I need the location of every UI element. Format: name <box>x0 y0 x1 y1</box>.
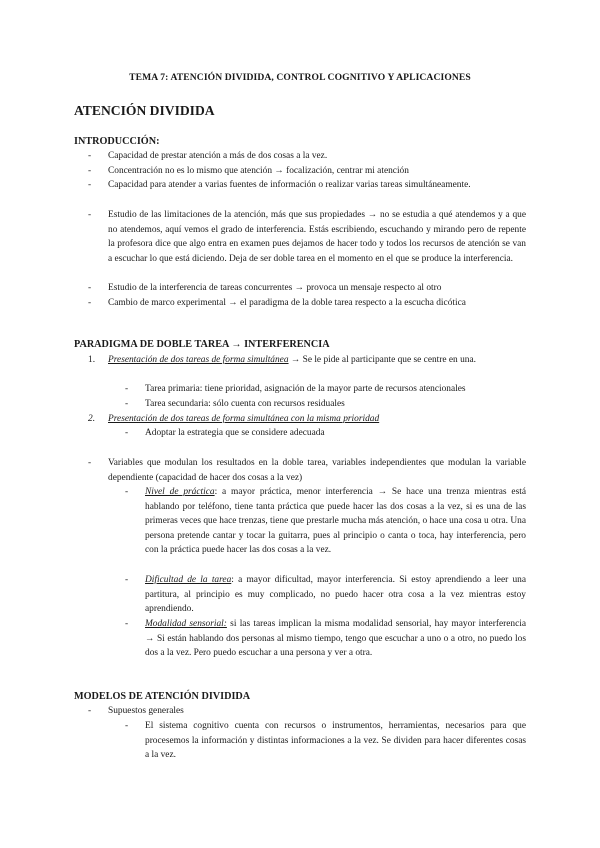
bullet-dash: - <box>88 706 92 716</box>
intro-heading: INTRODUCCIÓN: <box>74 136 160 147</box>
intro-item: - Estudio de la interferencia de tareas concurrentes → provoca un mensaje respecto al otro <box>108 281 526 296</box>
bullet-dash: - <box>125 399 129 409</box>
paradigm-item-1: 1. Presentación de dos tareas de forma simultánea → Se le pide al participante que se centre en una. <box>108 353 526 368</box>
intro-item: - Cambio de marco experimental → el paradigma de la doble tarea respecto a la escucha dicótica <box>108 296 526 311</box>
section-heading: ATENCIÓN DIVIDIDA <box>74 103 215 118</box>
variable-label: Nivel de práctica <box>145 487 215 497</box>
models-heading: MODELOS DE ATENCIÓN DIVIDIDA <box>74 691 251 702</box>
paradigm-sub-item: - Tarea secundaria: sólo cuenta con recursos residuales <box>145 397 526 412</box>
variable-label: Modalidad sensorial: <box>145 619 227 629</box>
variable-modality: - Modalidad sensorial: si las tareas implican la misma modalidad sensorial, hay mayor interferencia → Si están hablando dos personas al mismo tiempo, tengo que escuchar a uno o a otro, no puedo los dos a la vez. Pero puedo escuchar a una persona y ver a otra. <box>125 619 526 659</box>
bullet-dash: - <box>125 384 129 394</box>
intro-item: - Capacidad para atender a varias fuentes de información o realizar varias tareas simultáneamente. <box>108 178 526 193</box>
variable-difficulty: - Dificultad de la tarea: a mayor dificultad, mayor interferencia. Si estoy aprendiendo a leer una partitura, al principio es muy complicado, no puedo hacer otra cosa a la vez mientras estoy aprendiendo. <box>125 575 526 615</box>
bullet-dash: - <box>88 166 92 176</box>
bullet-dash: - <box>88 298 92 308</box>
bullet-dash: - <box>88 210 92 220</box>
bullet-dash: - <box>125 428 129 438</box>
bullet-dash: - <box>125 619 129 629</box>
document-title: TEMA 7: ATENCIÓN DIVIDIDA, CONTROL COGNITIVO Y APLICACIONES <box>129 72 471 83</box>
bullet-dash: - <box>88 180 92 190</box>
bullet-dash: - <box>125 721 129 731</box>
variables-item: - Variables que modulan los resultados en la doble tarea, variables independientes que modulan la variable dependiente (capacidad de hacer dos cosas a la vez) <box>88 458 526 483</box>
intro-item: - Concentración no es lo mismo que atención → focalización, centrar mi atención <box>108 164 526 179</box>
models-sub-item: - El sistema cognitivo cuenta con recursos o instrumentos, herramientas, necesarios para que procesemos la información y distintas informaciones a la vez. Se dividen para hacer diferentes cosas a la vez. <box>125 721 526 761</box>
paradigm-item-2 <box>88 412 526 427</box>
bullet-dash: - <box>125 575 129 585</box>
bullet-dash: - <box>125 487 129 497</box>
paradigm-sub-item: - Tarea primaria: tiene prioridad, asignación de la mayor parte de recursos atencionales <box>145 382 526 397</box>
intro-item: - Estudio de las limitaciones de la atención, más que sus propiedades → no se estudia a qué atendemos y a que no atendemos, aquí vemos el grado de interferencia. Estás escribiendo, escuchando y mirando pero de repente la profesora dice que algo entra en examen pues dejamos de hacer todo y todos los recursos de atención se van a escuchar lo que está diciendo. Deja de ser doble tarea en el momento en el que se produce la interferencia. <box>88 210 526 264</box>
variable-label: Dificultad de la tarea <box>145 575 232 585</box>
paradigm-sub-item: - Adoptar la estrategia que se considere adecuada <box>145 426 526 441</box>
bullet-dash: - <box>88 151 92 161</box>
item-label: Presentación de dos tareas de forma simultánea <box>108 355 289 365</box>
variable-practice: - Nivel de práctica: a mayor práctica, menor interferencia → Se hace una trenza mientras está hablando por teléfono, tiene tanta práctica que puede hacer las dos cosas a la vez, si es una de las primeras veces que hace trenzas, tiene que prestarle mucha más atención, o hace una cosa u otra. Una persona pretende cantar y tocar la guitarra, pues al principio o canta o toca, hay interferencia, pero con la práctica puede hacer las dos cosas a la vez. <box>125 487 526 556</box>
item-number: 1. <box>88 355 96 365</box>
bullet-dash: - <box>88 458 92 468</box>
bullet-dash: - <box>88 283 92 293</box>
item-label: Presentación de dos tareas de forma simultánea con la misma prioridad <box>108 414 380 424</box>
models-item: - Supuestos generales <box>108 704 526 719</box>
intro-item: - Capacidad de prestar atención a más de dos cosas a la vez. <box>108 149 526 164</box>
paradigm-heading: PARADIGMA DE DOBLE TAREA → INTERFERENCIA <box>74 339 330 350</box>
item-number: 2. <box>88 414 96 424</box>
